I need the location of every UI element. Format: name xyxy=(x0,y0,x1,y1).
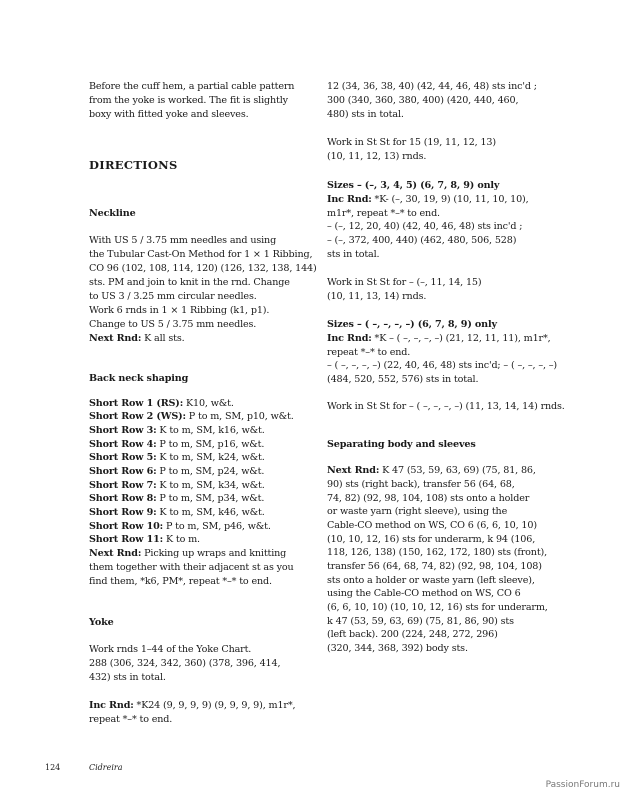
left-instruction-line xyxy=(89,520,271,533)
instruction-text: K to m. xyxy=(163,534,200,545)
left-instruction-line xyxy=(89,410,294,423)
subsection-heading: Back neck shaping xyxy=(89,373,189,384)
left-instruction-line xyxy=(89,479,265,492)
left-text-line: repeat *–* to end. xyxy=(89,714,173,725)
left-instruction-line xyxy=(89,465,264,478)
right-text-line: Cable-CO method on WS, CO 6 (6, 6, 10, 10) xyxy=(327,520,537,531)
instruction-label: Short Row 11: xyxy=(89,534,164,545)
right-text-line: 74, 82) (92, 98, 104, 108) sts onto a holder xyxy=(327,493,530,504)
right-text-line: (484, 520, 552, 576) sts in total. xyxy=(327,374,479,385)
size-heading: Sizes – ( –, –, –, –) (6, 7, 8, 9) only xyxy=(327,319,497,330)
watermark: PassionForum.ru xyxy=(545,780,620,790)
instruction-text: K10, w&t. xyxy=(183,398,234,409)
left-instruction-line xyxy=(89,451,265,464)
instruction-text: P to m, SM, p16, w&t. xyxy=(156,439,265,450)
right-text-line: using the Cable-CO method on WS, CO 6 xyxy=(327,588,521,599)
left-instruction-line xyxy=(89,492,264,505)
left-text-line: CO 96 (102, 108, 114, 120) (126, 132, 138, 144) xyxy=(89,263,317,274)
instruction-label: Short Row 10: xyxy=(89,521,164,532)
right-text-line: or waste yarn (right sleeve), using the xyxy=(327,506,508,517)
right-text-line: 118, 126, 138) (150, 162, 172, 180) sts (front), xyxy=(327,547,548,558)
right-text-line: (left back). 200 (224, 248, 272, 296) xyxy=(327,629,498,640)
left-text-line: Work rnds 1–44 of the Yoke Chart. xyxy=(89,644,252,655)
right-instruction-line xyxy=(327,193,529,206)
instruction-text: K to m, SM, k16, w&t. xyxy=(156,425,265,436)
right-text-line: Work in St St for – ( –, –, –, –) (11, 13, 14, 14) rnds. xyxy=(327,401,565,412)
left-instruction-line xyxy=(89,438,264,451)
right-instruction-line xyxy=(327,464,536,477)
instruction-label: Next Rnd: xyxy=(327,465,380,476)
book-title: Cidreira xyxy=(89,763,123,772)
instruction-label: Next Rnd: xyxy=(89,333,142,344)
instruction-label: Short Row 1 (RS): xyxy=(89,398,184,409)
right-text-line: sts onto a holder or waste yarn (left sleeve), xyxy=(327,575,535,586)
right-text-line: (10, 11, 12, 13) rnds. xyxy=(327,151,427,162)
left-text-line: Change to US 5 / 3.75 mm needles. xyxy=(89,319,257,330)
instruction-label: Inc Rnd: xyxy=(89,700,134,711)
page-number: 124 xyxy=(45,763,61,772)
instruction-text: K to m, SM, k46, w&t. xyxy=(156,507,265,518)
instruction-text: K all sts. xyxy=(141,333,185,344)
left-text-line: from the yoke is worked. The fit is slightly xyxy=(89,95,288,106)
instruction-label: Short Row 5: xyxy=(89,452,157,463)
instruction-label: Short Row 9: xyxy=(89,507,157,518)
right-text-line: 300 (340, 360, 380, 400) (420, 440, 460, xyxy=(327,95,519,106)
instruction-text: K to m, SM, k24, w&t. xyxy=(156,452,265,463)
instruction-text: *K – ( –, –, –, –) (21, 12, 11, 11), m1r*, xyxy=(371,333,551,344)
right-text-line: 90) sts (right back), transfer 56 (64, 68, xyxy=(327,479,515,490)
instruction-text: P to m, SM, p34, w&t. xyxy=(156,493,265,504)
right-text-line: 12 (34, 36, 38, 40) (42, 44, 46, 48) sts inc'd ; xyxy=(327,81,537,92)
size-heading: Sizes – (–, 3, 4, 5) (6, 7, 8, 9) only xyxy=(327,180,500,191)
subsection-heading: Separating body and sleeves xyxy=(327,439,476,450)
instruction-label: Inc Rnd: xyxy=(327,333,372,344)
instruction-text: K to m, SM, k34, w&t. xyxy=(156,480,265,491)
left-instruction-line xyxy=(89,424,265,437)
instruction-text: P to m, SM, p24, w&t. xyxy=(156,466,265,477)
left-instruction-line xyxy=(89,506,265,519)
right-text-line: Work in St St for 15 (19, 11, 12, 13) xyxy=(327,137,496,148)
left-instruction-line xyxy=(89,397,234,410)
left-text-line: to US 3 / 3.25 mm circular needles. xyxy=(89,291,257,302)
instruction-text: K 47 (53, 59, 63, 69) (75, 81, 86, xyxy=(379,465,536,476)
right-text-line: 480) sts in total. xyxy=(327,109,404,120)
left-instruction-line xyxy=(89,547,286,560)
right-instruction-line xyxy=(327,332,551,345)
left-text-line: find them, *k6, PM*, repeat *–* to end. xyxy=(89,576,272,587)
instruction-label: Short Row 2 (WS): xyxy=(89,411,186,422)
instruction-label: Short Row 7: xyxy=(89,480,157,491)
section-heading: DIRECTIONS xyxy=(89,158,178,172)
left-text-line: Work 6 rnds in 1 × 1 Ribbing (k1, p1). xyxy=(89,305,270,316)
instruction-text: *K24 (9, 9, 9, 9) (9, 9, 9, 9), m1r*, xyxy=(133,700,296,711)
left-text-line: the Tubular Cast-On Method for 1 × 1 Ribbing, xyxy=(89,249,313,260)
left-text-line: Before the cuff hem, a partial cable pattern xyxy=(89,81,295,92)
subsection-heading: Neckline xyxy=(89,208,136,219)
right-text-line: transfer 56 (64, 68, 74, 82) (92, 98, 104, 108) xyxy=(327,561,542,572)
right-text-line: (10, 10, 12, 16) sts for underarm, k 94 (106, xyxy=(327,534,536,545)
instruction-text: Picking up wraps and knitting xyxy=(141,548,287,559)
right-text-line: (10, 11, 13, 14) rnds. xyxy=(327,291,427,302)
right-text-line: – (–, 12, 20, 40) (42, 40, 46, 48) sts inc'd ; xyxy=(327,221,523,232)
subsection-heading: Yoke xyxy=(89,617,114,628)
left-text-line: 288 (306, 324, 342, 360) (378, 396, 414, xyxy=(89,658,281,669)
left-text-line: sts. PM and join to knit in the rnd. Change xyxy=(89,277,290,288)
left-instruction-line xyxy=(89,533,200,546)
left-text-line: With US 5 / 3.75 mm needles and using xyxy=(89,235,277,246)
right-text-line: k 47 (53, 59, 63, 69) (75, 81, 86, 90) sts xyxy=(327,616,514,627)
left-text-line: boxy with fitted yoke and sleeves. xyxy=(89,109,249,120)
instruction-label: Inc Rnd: xyxy=(327,194,372,205)
right-text-line: – ( –, –, –, –) (22, 40, 46, 48) sts inc'd; – ( –, –, –, –) xyxy=(327,360,558,371)
instruction-label: Short Row 8: xyxy=(89,493,157,504)
right-text-line: (6, 6, 10, 10) (10, 10, 12, 16) sts for underarm, xyxy=(327,602,548,613)
instruction-label: Short Row 6: xyxy=(89,466,157,477)
instruction-text: P to m, SM, p10, w&t. xyxy=(185,411,294,422)
left-text-line: 432) sts in total. xyxy=(89,672,166,683)
left-instruction-line xyxy=(89,332,185,345)
instruction-text: *K- (–, 30, 19, 9) (10, 11, 10, 10), xyxy=(371,194,529,205)
right-text-line: Work in St St for – (–, 11, 14, 15) xyxy=(327,277,482,288)
right-text-line: sts in total. xyxy=(327,249,380,260)
right-text-line: repeat *–* to end. xyxy=(327,347,411,358)
instruction-label: Short Row 4: xyxy=(89,439,157,450)
instruction-text: P to m, SM, p46, w&t. xyxy=(163,521,271,532)
right-text-line: – (–, 372, 400, 440) (462, 480, 506, 528) xyxy=(327,235,517,246)
right-text-line: m1r*, repeat *–* to end. xyxy=(327,208,440,219)
instruction-label: Short Row 3: xyxy=(89,425,157,436)
left-instruction-line xyxy=(89,699,295,712)
left-text-line: them together with their adjacent st as you xyxy=(89,562,294,573)
right-text-line: (320, 344, 368, 392) body sts. xyxy=(327,643,468,654)
instruction-label: Next Rnd: xyxy=(89,548,142,559)
